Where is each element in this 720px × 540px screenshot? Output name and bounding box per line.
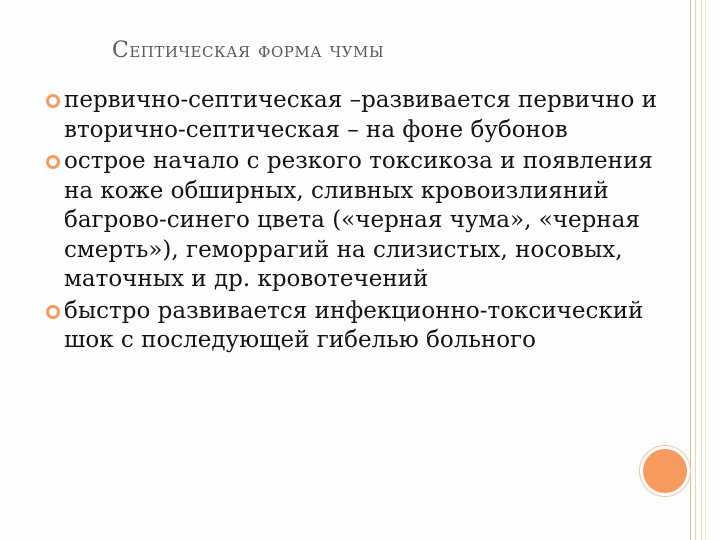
orange-circle-icon — [643, 449, 687, 493]
decorative-line — [701, 0, 702, 540]
open-circle-bullet-icon — [44, 153, 62, 171]
bullet-text: первично-септическая –развивается первично и вторично-септическая – на фоне бубонов — [64, 87, 658, 143]
bullet-list — [44, 86, 659, 356]
slide-title: Септическая форма чумы — [112, 38, 385, 63]
bullet-item — [44, 297, 659, 356]
bullet-item — [44, 86, 659, 145]
decorative-line — [690, 0, 691, 540]
decorative-line — [695, 0, 696, 540]
bullet-text: быстро развивается инфекционно-токсический шок с последующей гибелью больного — [64, 297, 644, 353]
decorative-line — [705, 0, 706, 540]
open-circle-bullet-icon — [44, 303, 62, 321]
open-circle-bullet-icon — [44, 92, 62, 110]
bullet-text: острое начало с резкого токсикоза и появления на коже обширных, сливных кровоизлияний багрово-синего цвета («черная чума», «черная смерть»), геморрагий на слизистых, носовых, маточных и др. кровотечений — [64, 148, 653, 292]
bullet-item — [44, 147, 659, 295]
